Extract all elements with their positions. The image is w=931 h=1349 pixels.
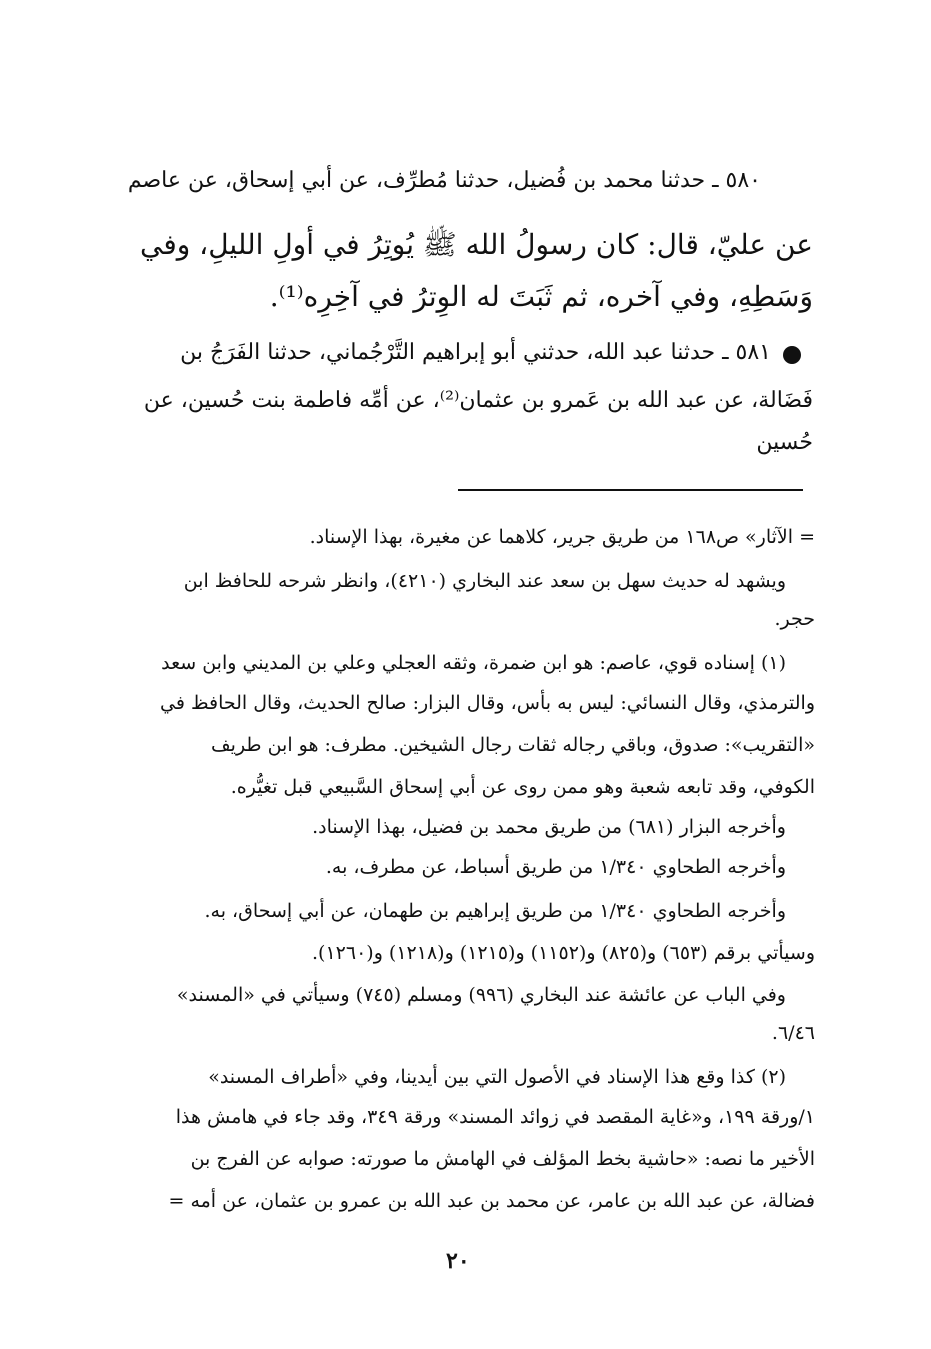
footnote-line: = الآثار» ص١٦٨ من طريق جرير، كلاهما عن مغيرة، بهذا الإسناد.	[309, 526, 815, 548]
footnote-1-line: والترمذي، وقال النسائي: ليس به بأس، وقال البزار: صالح الحديث، وقال الحافظ في	[160, 692, 815, 714]
footnote-2-line: (٢) كذا وقع هذا الإسناد في الأصول التي بين أيدينا، وفي «أطراف المسند»	[208, 1066, 786, 1088]
footnote-1-line: وفي الباب عن عائشة عند البخاري (٩٩٦) ومسلم (٧٤٥) وسيأتي في «المسند»	[176, 984, 786, 1006]
hadith-580-line-2: عن عليّ، قال: كان رسولُ الله ﷺ يُوتِرُ في أولِ الليلِ، وفي	[140, 228, 813, 261]
footnote-1-line: ٦/٤٦.	[771, 1022, 815, 1044]
footnote-1-line: وأخرجه البزار (٦٨١) من طريق محمد بن فضيل، بهذا الإسناد.	[312, 816, 786, 838]
footnote-divider	[458, 489, 803, 491]
hadith-581-line-1: ٥٨١ ـ حدثنا عبد الله، حدثني أبو إبراهيم التَّرْجُماني، حدثنا الفَرَجُ بن	[180, 340, 771, 365]
footnote-1-line: «التقريب»: صدوق، وباقي رجاله ثقات رجال الشيخين. مطرف: هو ابن طريف	[210, 734, 815, 756]
hadith-581-line-3: حُسين	[756, 430, 813, 455]
footnote-1-line: الكوفي، وقد تابعه شعبة وهو ممن روى عن أبي إسحاق السَّبيعي قبل تغيُّره.	[230, 776, 815, 798]
hadith-580-line-3: وَسَطِهِ، وفي آخره، ثم ثَبَتَ له الوِترُ في آخِرِه⁽¹⁾.	[269, 280, 813, 313]
hadith-bullet-icon	[783, 346, 801, 364]
footnote-1-line: وأخرجه الطحاوي ١/٣٤٠ من طريق أسباط، عن مطرف، به.	[325, 856, 786, 878]
footnote-line: حجر.	[774, 608, 815, 630]
footnote-2-line: فضالة، عن عبد الله بن عامر، عن محمد بن عبد الله بن عمرو بن عثمان، عن أمه =	[168, 1190, 815, 1212]
hadith-580-line-1: ٥٨٠ ـ حدثنا محمد بن فُضيل، حدثنا مُطرِّف، عن أبي إسحاق، عن عاصم	[127, 168, 761, 193]
footnote-2-line: الأخير ما نصه: «حاشية بخط المؤلف في الهامش ما صورته: صوابه عن الفرج بن	[190, 1148, 815, 1170]
page-number: ٢٠	[446, 1248, 470, 1274]
footnote-1-line: وسيأتي برقم (٦٥٣) و(٨٢٥) و(١١٥٢) و(١٢١٥) و(١٢١٨) و(١٢٦٠).	[312, 942, 815, 964]
footnote-1-line: وأخرجه الطحاوي ١/٣٤٠ من طريق إبراهيم بن طهمان، عن أبي إسحاق، به.	[204, 900, 786, 922]
footnote-2-line: ١/ورقة ١٩٩، و«غاية المقصد في زوائد المسند» ورقة ٣٤٩، وقد جاء في هامش هذا	[175, 1106, 815, 1128]
hadith-581-line-2: فَضَالة، عن عبد الله بن عَمرو بن عثمان⁽²⁾، عن أمِّه فاطمة بنت حُسين، عن	[143, 388, 813, 413]
footnote-1-line: (١) إسناده قوي، عاصم: هو ابن ضمرة، وثقه العجلي وعلي بن المديني وابن سعد	[161, 652, 786, 674]
footnote-line: ويشهد له حديث سهل بن سعد عند البخاري (٤٢١٠)، وانظر شرحه للحافظ ابن	[183, 570, 786, 592]
